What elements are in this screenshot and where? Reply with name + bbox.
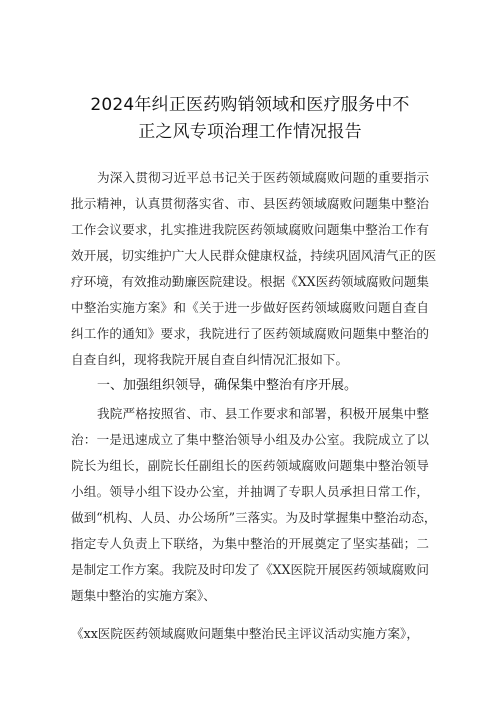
paragraph-line: 小组。领导小组下设办公室，并抽调了专职人员承担日常工作， [71,484,429,499]
paragraph-line: 题集中整治的实施方案》、 [71,588,216,603]
paragraph-line: 疗环境，有效推动勤廉医院建设。根据《XX医药领域腐败问题集 [71,274,429,289]
paragraph-line: 《xx医院医药领域腐败问题集中整治民主评议活动实施方案》， [71,626,419,641]
paragraph-line: 治：一是迅速成立了集中整治领导小组及办公室。我院成立了以 [71,432,429,447]
paragraph-line: 批示精神，认真贯彻落实省、市、县医药领域腐败问题集中整治 [71,196,429,211]
paragraph-line: 纠工作的通知》要求，我院进行了医药领域腐败问题集中整治的 [71,326,429,341]
paragraph-line: 指定专人负责上下联络，为集中整治的开展奠定了坚实基础；二 [71,536,429,551]
paragraph-line: 工作会议要求，扎实推进我院医药领域腐败问题集中整治工作有 [71,222,429,237]
paragraph-line: 我院严格按照省、市、县工作要求和部署，积极开展集中整 [97,406,429,421]
section-heading: 一、加强组织领导，确保集中整治有序开展。 [97,378,358,393]
paragraph-line: 为深入贯彻习近平总书记关于医药领域腐败问题的重要指示 [97,170,429,185]
paragraph-line: 中整治实施方案》和《关于进一步做好医药领域腐败问题自查自 [71,300,429,315]
document-title-line-1: 2024年纠正医药购销领域和医疗服务中不 [90,95,410,115]
paragraph-line: 自查自纠，现将我院开展自查自纠情况汇报如下。 [71,352,349,367]
document-title-line-2: 正之风专项治理工作情况报告 [138,122,362,142]
paragraph-line: 效开展，切实维护广大人民群众健康权益，持续巩固风清气正的医 [71,248,437,263]
paragraph-line: 是制定工作方案。我院及时印发了《XX医院开展医药领域腐败问 [71,562,429,577]
paragraph-line: 做到“机构、人员、办公场所”三落实。为及时掌握集中整治动态， [71,510,437,525]
paragraph-line: 院长为组长，副院长任副组长的医药领域腐败问题集中整治领导 [71,458,429,473]
